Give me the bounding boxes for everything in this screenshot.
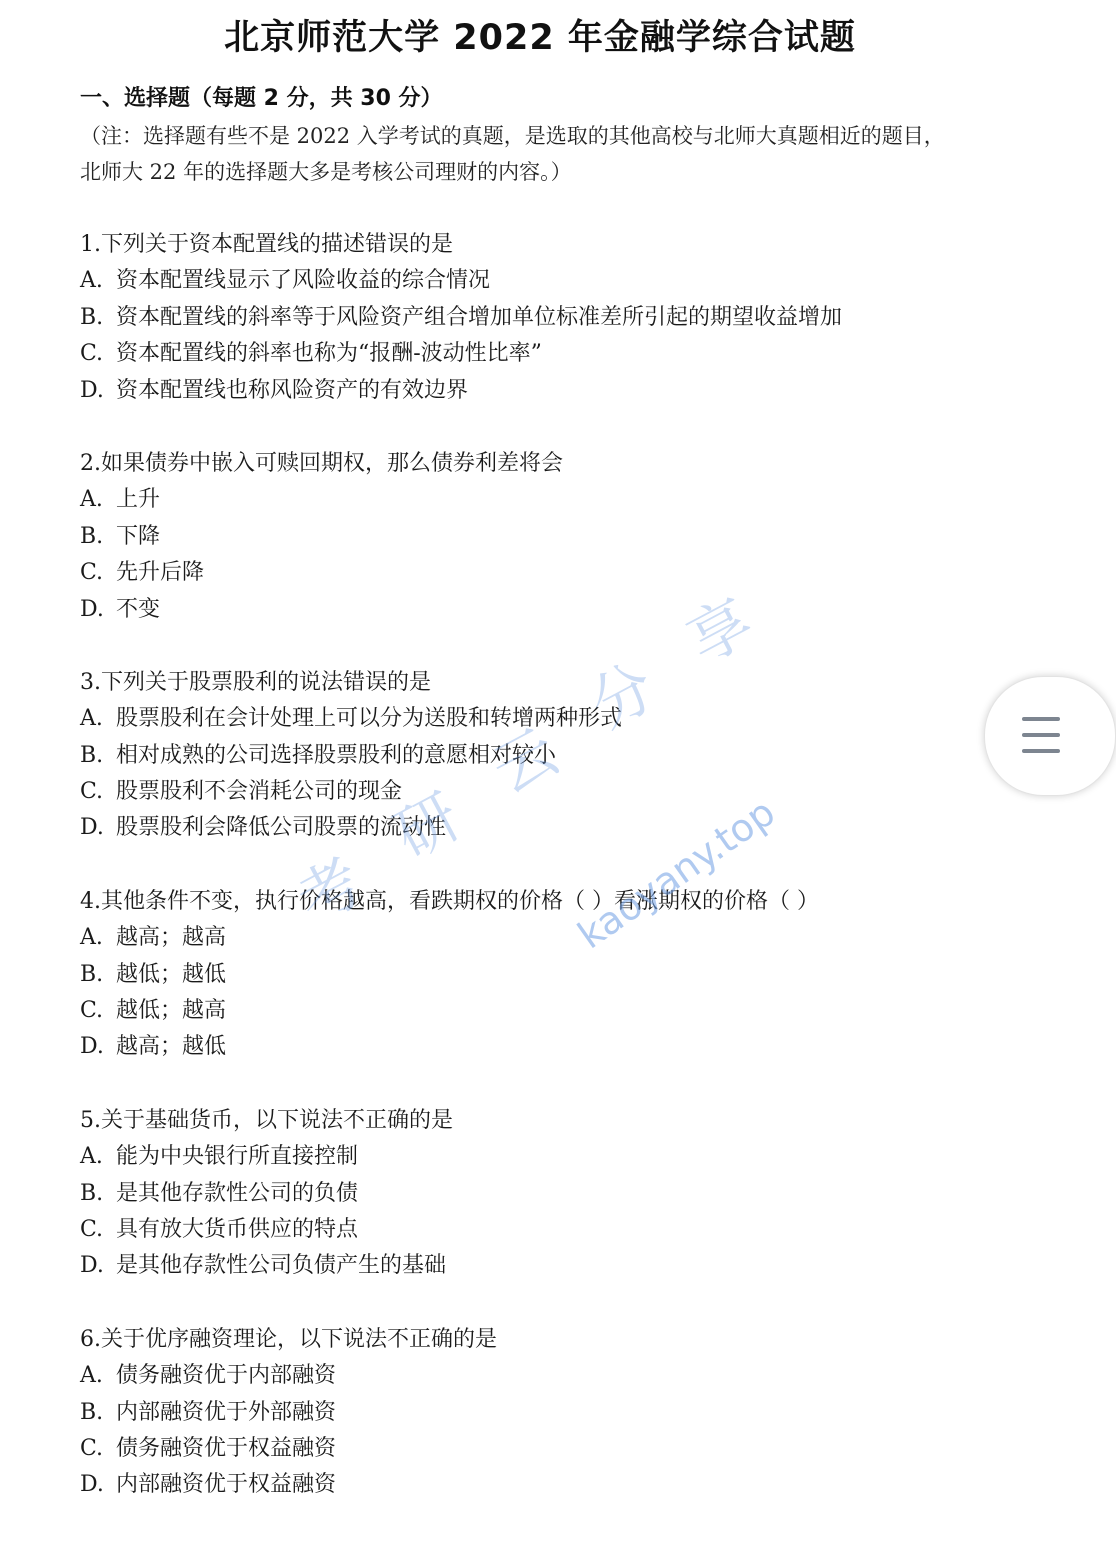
option-text: 能为中央银行所直接控制 xyxy=(116,1144,359,1170)
option-letter: C. xyxy=(80,1435,104,1461)
watermark-char: 享 xyxy=(675,584,765,678)
option-text: 先升后降 xyxy=(116,560,205,586)
option-text: 资本配置线显示了风险收益的综合情况 xyxy=(116,268,491,294)
section-note xyxy=(80,118,1070,190)
option-letter: D. xyxy=(80,596,104,622)
option-letter: B. xyxy=(80,1399,104,1425)
option-text: 内部融资优于外部融资 xyxy=(116,1399,337,1425)
option-letter: B. xyxy=(80,523,104,549)
option-letter: C. xyxy=(80,998,104,1024)
question-stem: 5.关于基础货币，以下说法不正确的是 xyxy=(80,1107,453,1133)
option-a xyxy=(80,920,1040,956)
document-title: 北京师范大学 2022 年金融学综合试题 xyxy=(224,18,856,58)
option-text: 是其他存款性公司负债产生的基础 xyxy=(116,1253,447,1279)
watermark-char: 研 xyxy=(382,779,472,873)
floating-menu-button[interactable] xyxy=(984,676,1116,796)
option-b xyxy=(80,519,1040,555)
option-c xyxy=(80,774,1040,810)
option-text: 越低；越高 xyxy=(116,998,227,1024)
option-d xyxy=(80,1467,1040,1503)
option-letter: B. xyxy=(80,304,104,330)
option-text: 不变 xyxy=(116,596,161,622)
option-text: 下降 xyxy=(116,523,161,549)
option-text: 越低；越低 xyxy=(116,961,227,987)
question-1 xyxy=(80,227,1040,409)
option-letter: A. xyxy=(80,1363,103,1389)
question-list xyxy=(80,227,1040,1541)
watermark-char: 分 xyxy=(577,649,667,743)
option-letter: D. xyxy=(80,815,104,841)
option-letter: A. xyxy=(80,925,103,951)
option-c xyxy=(80,1212,1040,1248)
question-stem: 6.关于优序融资理论，以下说法不正确的是 xyxy=(80,1326,497,1352)
watermark-char: 云 xyxy=(480,714,570,808)
option-c xyxy=(80,993,1040,1029)
option-text: 债务融资优于内部融资 xyxy=(116,1363,337,1389)
option-b xyxy=(80,738,1040,774)
option-text: 股票股利会降低公司股票的流动性 xyxy=(116,815,447,841)
note-line: （注：选择题有些不是 2022 入学考试的真题，是选取的其他高校与北师大真题相近的题目， xyxy=(80,124,945,148)
hamburger-menu-icon xyxy=(1022,717,1060,753)
option-b xyxy=(80,300,1040,336)
option-text: 股票股利不会消耗公司的现金 xyxy=(116,779,403,805)
watermark-url: kaoyany.top xyxy=(569,789,783,958)
question-2 xyxy=(80,446,1040,628)
option-a xyxy=(80,482,1040,518)
option-d xyxy=(80,1248,1040,1284)
option-a xyxy=(80,1139,1040,1175)
option-text: 越高；越高 xyxy=(116,925,227,951)
option-letter: C. xyxy=(80,341,104,367)
option-letter: D. xyxy=(80,1472,104,1498)
option-text: 上升 xyxy=(116,487,161,513)
watermark-char: 考 xyxy=(285,844,375,938)
option-letter: D. xyxy=(80,1034,104,1060)
option-text: 股票股利在会计处理上可以分为送股和转增两种形式 xyxy=(116,706,623,732)
option-a xyxy=(80,263,1040,299)
question-5 xyxy=(80,1103,1040,1285)
option-a xyxy=(80,701,1040,737)
question-6 xyxy=(80,1322,1040,1504)
option-text: 资本配置线也称风险资产的有效边界 xyxy=(116,377,469,403)
option-letter: C. xyxy=(80,560,104,586)
option-text: 资本配置线的斜率等于风险资产组合增加单位标准差所引起的期望收益增加 xyxy=(116,304,843,330)
question-stem: 2.如果债券中嵌入可赎回期权，那么债券利差将会 xyxy=(80,450,563,476)
section-heading: 一、选择题（每题 2 分，共 30 分） xyxy=(80,86,443,111)
option-letter: C. xyxy=(80,779,104,805)
option-b xyxy=(80,1395,1040,1431)
option-letter: D. xyxy=(80,377,104,403)
option-letter: B. xyxy=(80,1180,104,1206)
option-text: 是其他存款性公司的负债 xyxy=(116,1180,359,1206)
option-text: 相对成熟的公司选择股票股利的意愿相对较小 xyxy=(116,742,557,768)
option-d xyxy=(80,592,1040,628)
option-letter: D. xyxy=(80,1253,104,1279)
option-letter: A. xyxy=(80,268,103,294)
option-letter: B. xyxy=(80,961,104,987)
option-text: 越高；越低 xyxy=(116,1034,227,1060)
option-c xyxy=(80,336,1040,372)
option-text: 具有放大货币供应的特点 xyxy=(116,1216,359,1242)
option-d xyxy=(80,1029,1040,1065)
option-text: 债务融资优于权益融资 xyxy=(116,1435,337,1461)
question-stem: 4.其他条件不变，执行价格越高，看跌期权的价格（ ）看涨期权的价格（ ） xyxy=(80,888,819,914)
question-stem: 3.下列关于股票股利的说法错误的是 xyxy=(80,669,431,695)
option-letter: C. xyxy=(80,1216,104,1242)
option-letter: A. xyxy=(80,487,103,513)
option-d xyxy=(80,810,1040,846)
question-stem: 1.下列关于资本配置线的描述错误的是 xyxy=(80,232,453,257)
option-b xyxy=(80,957,1040,993)
question-3 xyxy=(80,665,1040,847)
option-d xyxy=(80,373,1040,409)
option-letter: A. xyxy=(80,1144,103,1170)
option-text: 资本配置线的斜率也称为“报酬-波动性比率” xyxy=(116,341,542,367)
option-a xyxy=(80,1358,1040,1394)
option-text: 内部融资优于权益融资 xyxy=(116,1472,337,1498)
note-line: 北师大 22 年的选择题大多是考核公司理财的内容。） xyxy=(80,160,572,184)
option-c xyxy=(80,1431,1040,1467)
question-4 xyxy=(80,884,1040,1066)
option-letter: A. xyxy=(80,706,103,732)
option-c xyxy=(80,555,1040,591)
option-letter: B. xyxy=(80,742,104,768)
option-b xyxy=(80,1176,1040,1212)
